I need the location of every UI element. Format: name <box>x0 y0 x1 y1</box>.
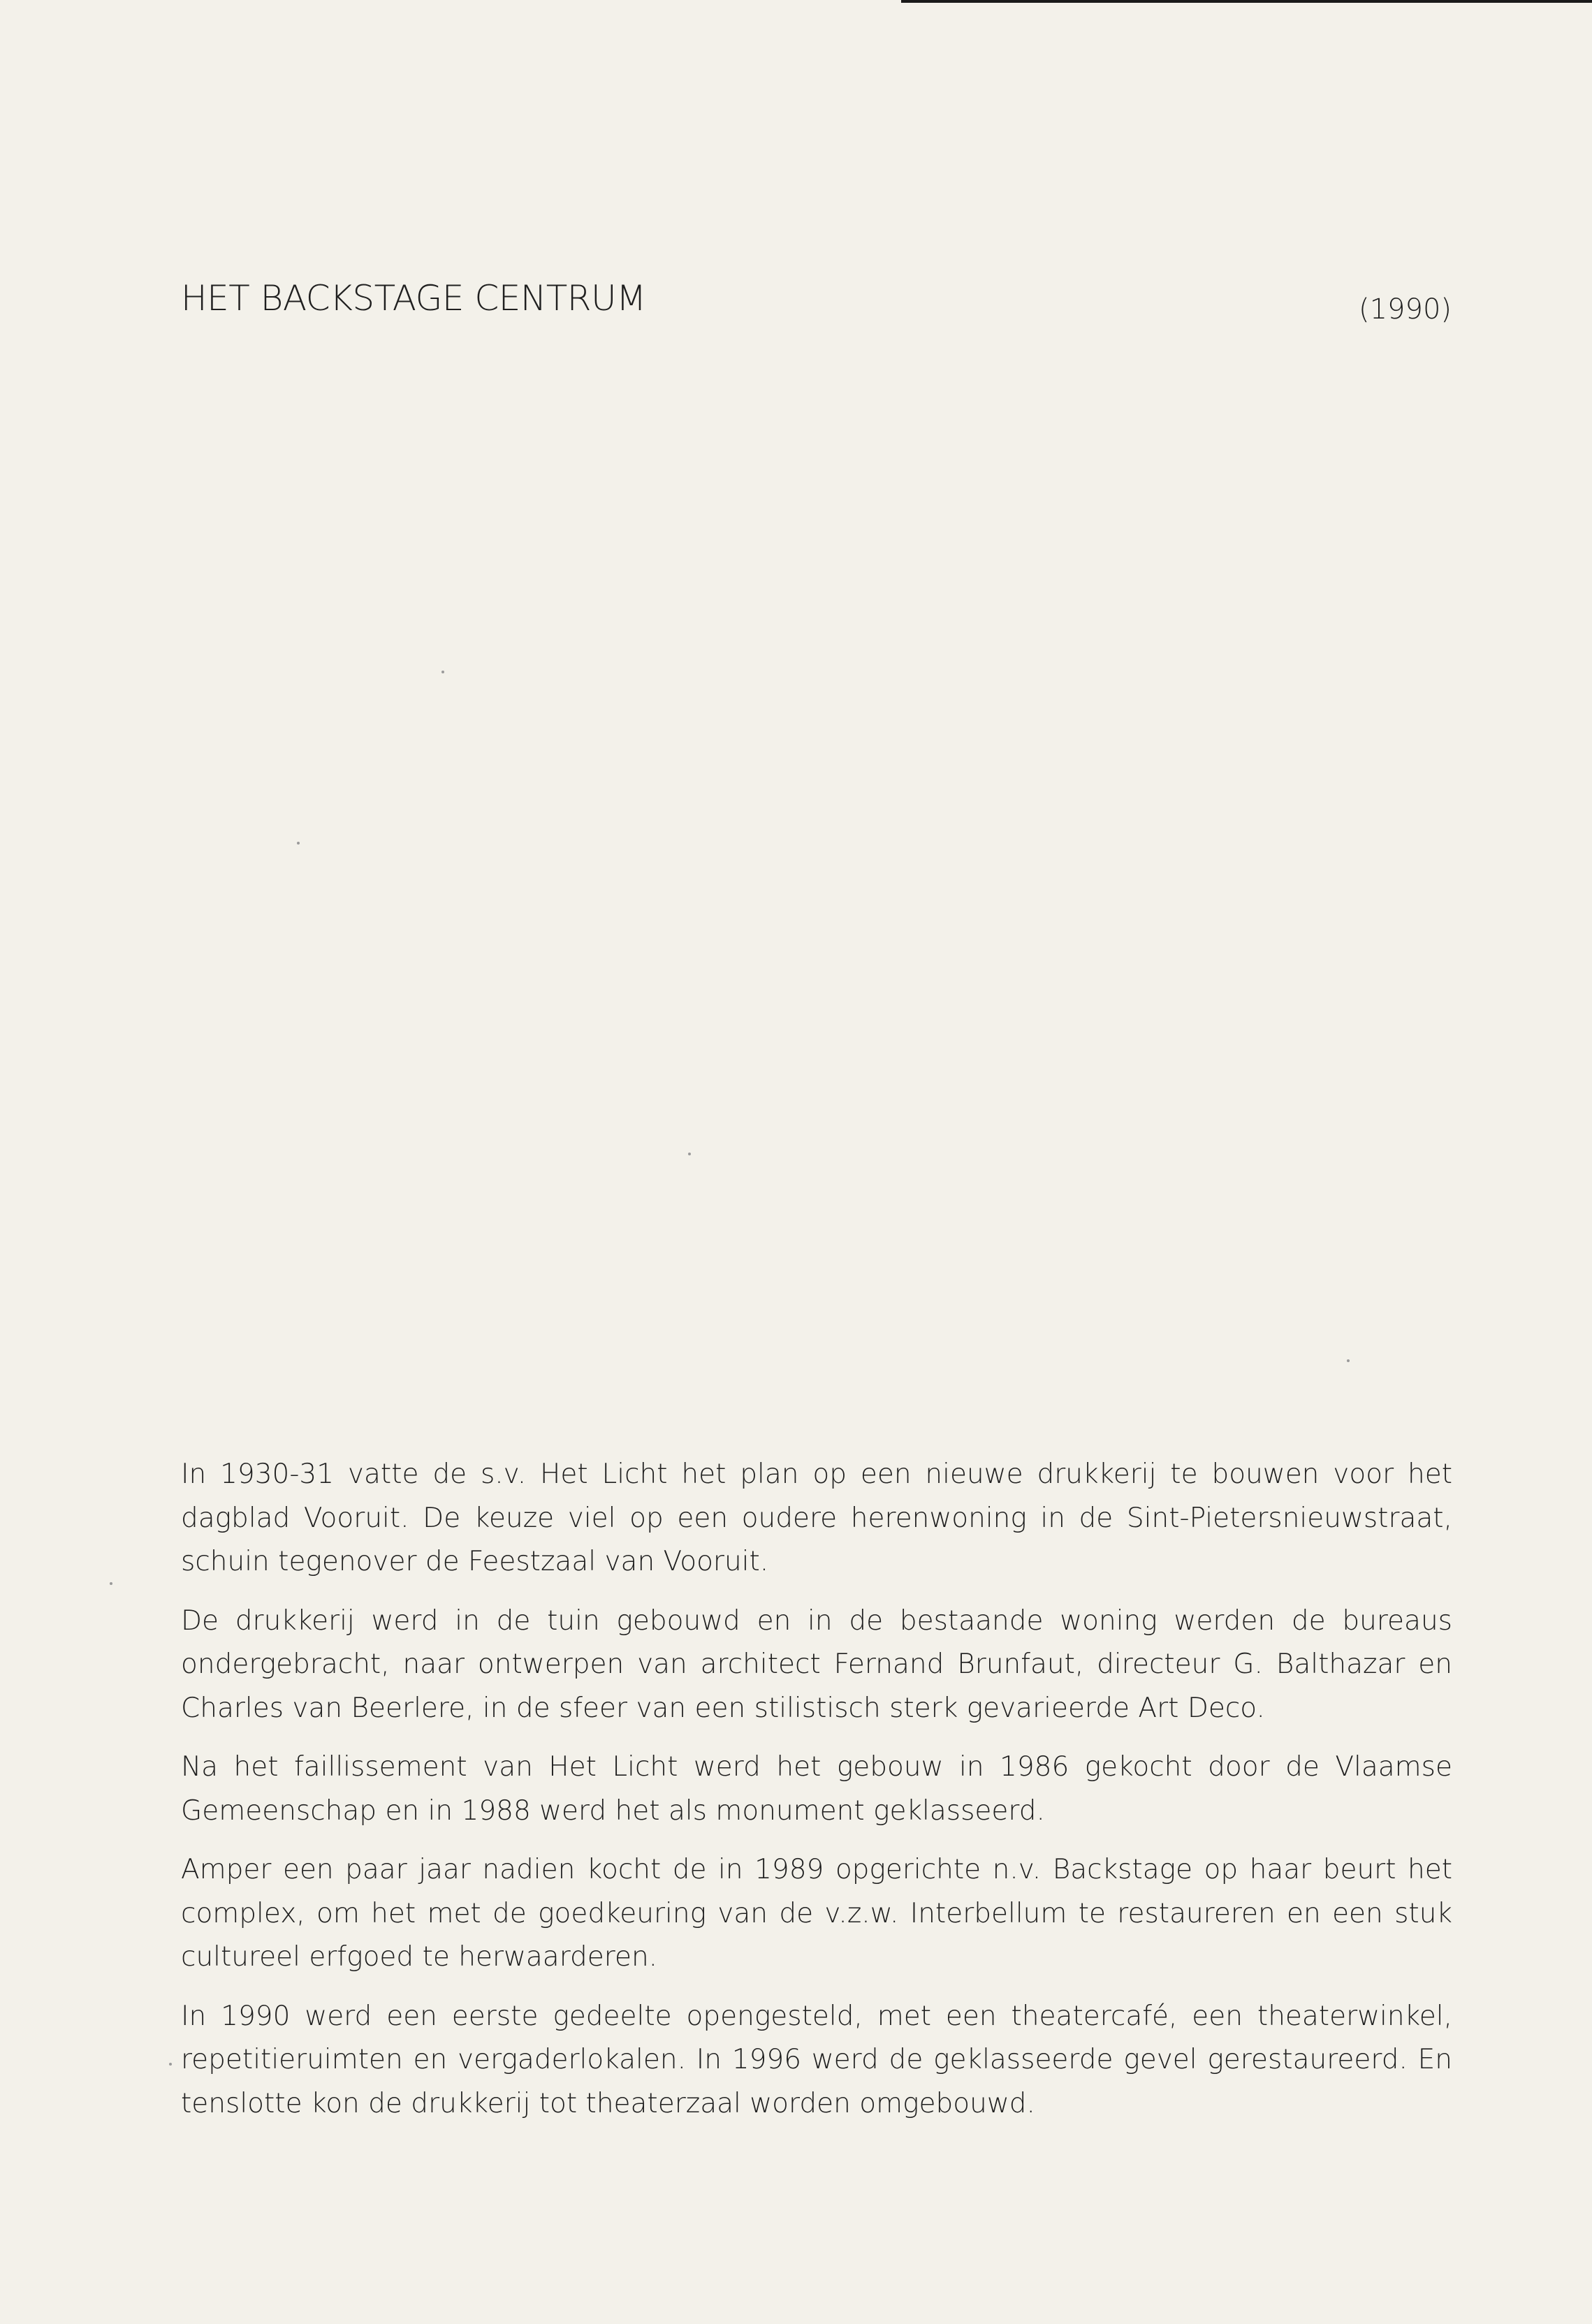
paper-speck <box>441 671 444 673</box>
paragraph: De drukkerij werd in de tuin gebouwd en in de bestaande woning werden de bureaus ondergebracht, naar ontwerpen van architect Fernand Brunfaut, directeur G. Balthazar en Charles van Beerlere, in de sfeer van een stilistisch sterk gevarieerde Art Deco. <box>181 1605 1452 1724</box>
paragraph: Na het faillissement van Het Licht werd het gebouw in 1986 gekocht door de Vlaamse Gemeenschap en in 1988 werd het als monument geklasseerd. <box>181 1751 1452 1827</box>
page-title: HET BACKSTAGE CENTRUM <box>181 278 646 319</box>
paper-speck <box>169 2063 172 2066</box>
body-text <box>181 1453 1452 2141</box>
paragraph: In 1930-31 vatte de s.v. Het Licht het plan op een nieuwe drukkerij te bouwen voor het dagblad Vooruit. De keuze viel op een oudere herenwoning in de Sint-Pietersnieuwstraat, schuin tegenover de Feestzaal van Vooruit. <box>181 1459 1452 1577</box>
paper-speck <box>688 1153 691 1155</box>
page-year: (1990) <box>1358 293 1452 326</box>
page-top-edge <box>901 0 1592 3</box>
paragraph: In 1990 werd een eerste gedeelte opengesteld, met een theatercafé, een theaterwinkel, repetitieruimten en vergaderlokalen. In 1996 werd de geklasseerde gevel gerestaureerd. En tenslotte kon de drukkerij tot theaterzaal worden omgebouwd. <box>181 2000 1452 2119</box>
paper-speck <box>110 1582 112 1585</box>
paragraph: Amper een paar jaar nadien kocht de in 1989 opgerichte n.v. Backstage op haar beurt het complex, om het met de goedkeuring van de v.z.w. Interbellum te restaureren en een stuk cultureel erfgoed te herwaarderen. <box>181 1854 1452 1973</box>
paper-speck <box>297 842 300 845</box>
paper-speck <box>1347 1359 1350 1362</box>
